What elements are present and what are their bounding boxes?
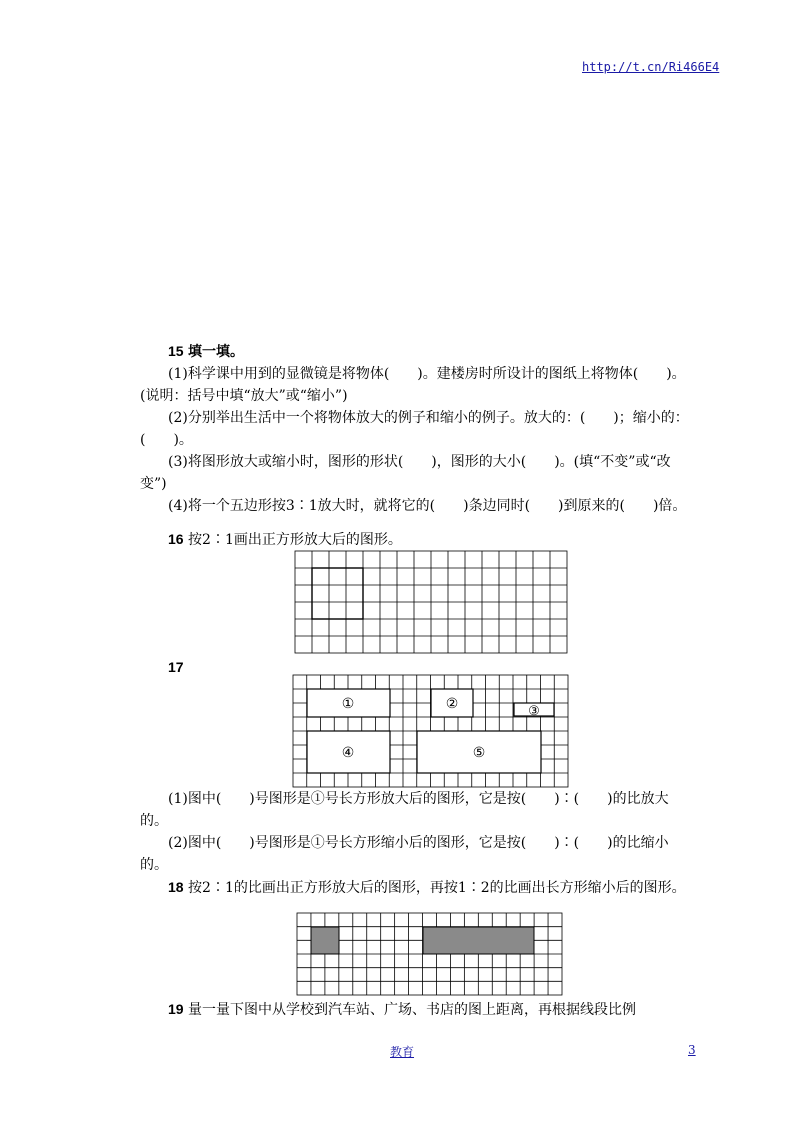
- header-link[interactable]: http://t.cn/Ri466E4: [582, 60, 720, 74]
- q16-number: 16: [168, 531, 184, 547]
- q15-heading: [140, 340, 696, 363]
- q16-original-square: [312, 568, 363, 619]
- q18-grid: [296, 912, 564, 996]
- question-16: [140, 528, 696, 551]
- q16-grid: [294, 550, 570, 654]
- footer-link[interactable]: 教育: [390, 1045, 415, 1059]
- q15-part-4: (4)将一个五边形按3∶1放大时，就将它的( )条边同时( )到原来的( )倍。: [168, 498, 687, 514]
- q17-questions: [140, 788, 696, 876]
- q18-text: 按2∶1的比画出正方形放大后的图形，再按1∶2的比画出长方形缩小后的图形。: [188, 880, 686, 896]
- q19-number: 19: [168, 1001, 184, 1017]
- q15-number: 15: [168, 343, 184, 359]
- question-19: [140, 998, 696, 1021]
- q17-label-1: ①: [341, 696, 355, 712]
- q17-label-4: ④: [341, 745, 355, 761]
- q15-part-1: (1)科学课中用到的显微镜是将物体( )。建楼房时所设计的图纸上将物体( )。(说明：括号中填“放大”或“缩小”): [140, 366, 686, 404]
- q17-grid: [292, 674, 570, 788]
- q17-number: 17: [168, 659, 184, 675]
- q15-part-2: (2)分别举出生活中一个将物体放大的例子和缩小的例子。放大的：( )；缩小的：( )。: [140, 410, 689, 448]
- q19-text: 量一量下图中从学校到汽车站、广场、书店的图上距离，再根据线段比例: [188, 1002, 637, 1018]
- q17-part-1: (1)图中( )号图形是①号长方形放大后的图形，它是按( )∶( )的比放大的。: [140, 791, 669, 829]
- q18-number: 18: [168, 879, 184, 895]
- q17-label-2: ②: [445, 696, 459, 712]
- question-18: [140, 876, 696, 899]
- q15-part-3: (3)将图形放大或缩小时，图形的形状( )，图形的大小( )。(填“不变”或“改变”): [140, 454, 671, 492]
- q17-part-2: (2)图中( )号图形是①号长方形缩小后的图形，它是按( )∶( )的比缩小的。: [140, 835, 669, 873]
- q19-prompt: [140, 998, 696, 1021]
- q17-label-5: ⑤: [472, 745, 486, 761]
- question-15: [140, 340, 696, 517]
- q18-shaded-rectangle: [423, 927, 534, 954]
- q17-label-3: ③: [528, 704, 540, 719]
- q16-text: 按2∶1画出正方形放大后的图形。: [188, 532, 402, 548]
- page-number: 3: [688, 1043, 696, 1057]
- q18-shaded-square: [311, 927, 339, 954]
- q18-prompt: [140, 876, 696, 899]
- q15-title: 填一填。: [188, 344, 245, 360]
- q16-prompt: [140, 528, 696, 551]
